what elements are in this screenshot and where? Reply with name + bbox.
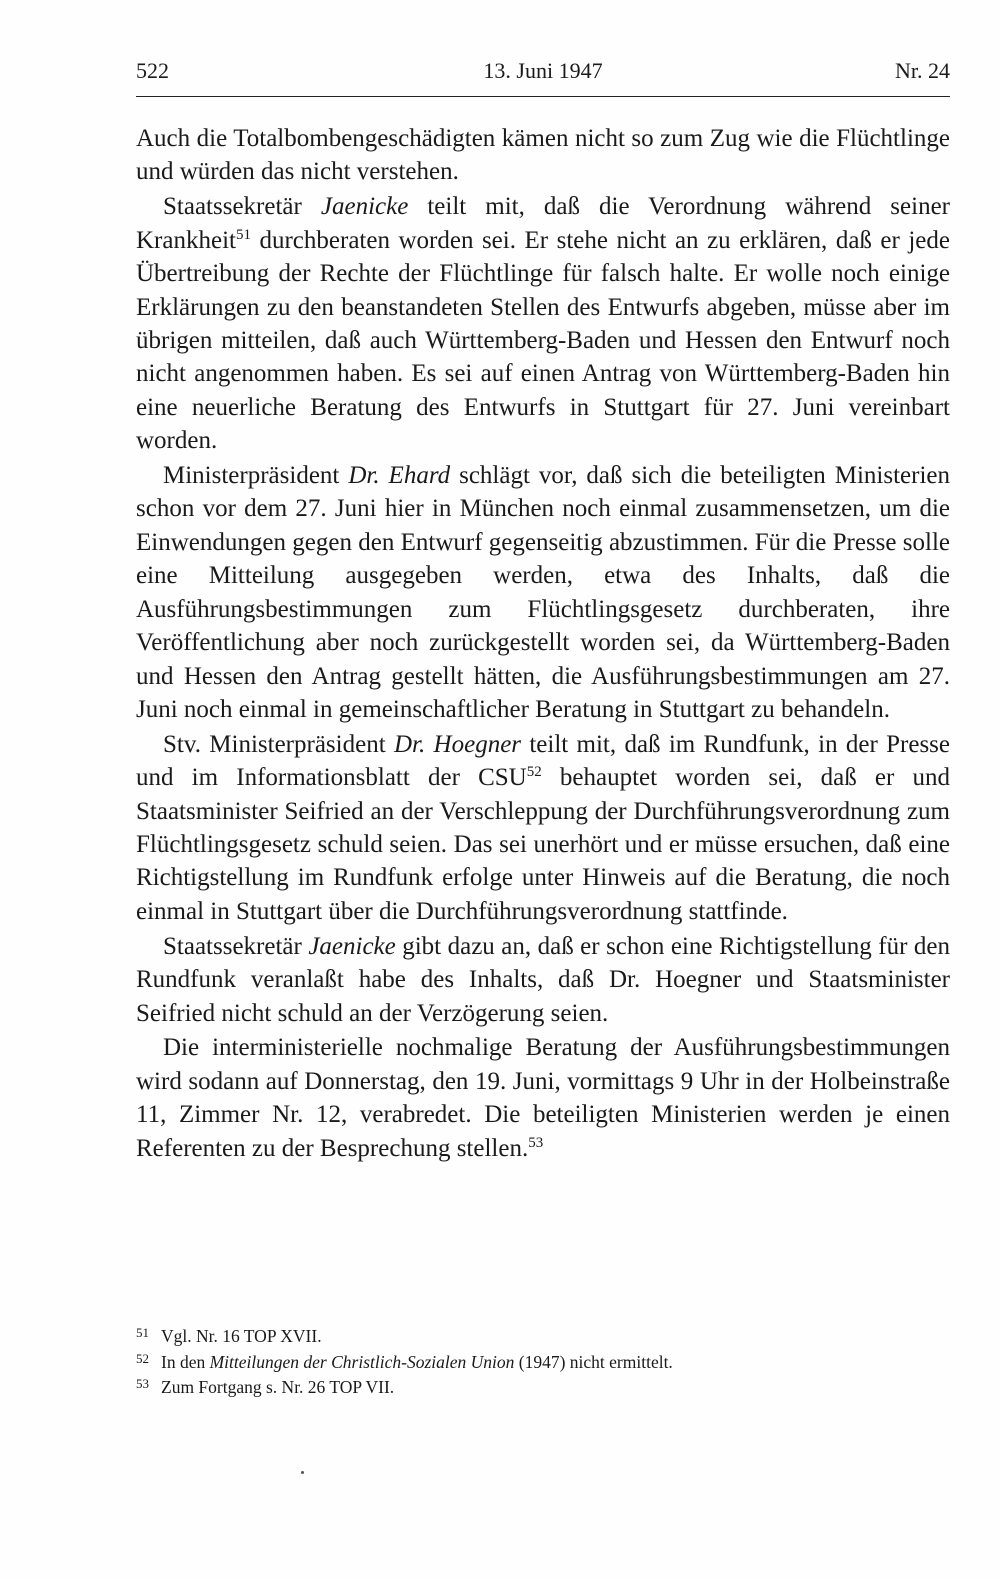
- publication-title: Mitteilungen der Christlich-Sozialen Union: [209, 1351, 515, 1372]
- paragraph-6: [136, 1031, 950, 1165]
- footnote-53: [136, 1375, 950, 1401]
- footnote-text: Zum Fortgang s. Nr. 26 TOP VII.: [161, 1377, 395, 1397]
- paragraph-2: [136, 190, 950, 457]
- paragraph-1-text: Auch die Totalbombengeschädigten kämen nicht so zum Zug wie die Flüchtlinge und würden das nicht verstehen.: [136, 125, 950, 186]
- paragraph-4-text-c: behauptet worden sei, daß er und Staatsminister Seifried an der Verschleppung der Durchführungsverordnung zum Flüchtlingsgesetz schuld seien. Das sei unerhört und er müsse ersuchen, daß eine Richtigstellung im Rundfunk erfolge unter Hinweis auf die Beratung, die noch einmal in Stuttgart über die Durchführungsverordnung stattfinde.: [136, 764, 950, 925]
- footnote-ref-53: 53: [528, 1134, 544, 1151]
- paragraph-2-text-b: teilt mit, daß die Verordnung während seiner Krankheit: [136, 193, 950, 254]
- document-number: Nr. 24: [895, 58, 950, 83]
- footnote-number: 52: [136, 1350, 149, 1366]
- speaker-name: Dr. Ehard: [348, 462, 451, 490]
- paragraph-5-text-a: Staatssekretär: [163, 932, 309, 960]
- paragraph-6-text: Die interministerielle nochmalige Beratung der Ausführungsbestimmungen wird sodann auf Donnerstag, den 19. Juni, vormittags 9 Uhr in der Holbeinstraße 11, Zimmer Nr. 12, verabredet. Die beteiligten Ministerien werden je einen Referenten zu der Besprechung stellen.: [136, 1034, 950, 1162]
- running-header: [136, 58, 950, 94]
- paragraph-3-text-b: schlägt vor, daß sich die beteiligten Ministerien schon vor dem 27. Juni hier in München noch einmal zusammensetzen, um die Einwendungen gegen den Entwurf gegenseitig abzustimmen. Für die Presse solle eine Mitteilung ausgegeben werden, etwa des Inhalts, daß die Ausführungsbestimmungen zum Flüchtlingsgesetz durchberaten, ihre Veröffentlichung aber noch zurückgestellt worden sei, da Württemberg-Baden und Hessen den Antrag gestellt hätten, die Ausführungsbestimmungen am 27. Juni noch einmal in gemeinschaftlicher Beratung in Stuttgart zu behandeln.: [136, 462, 950, 723]
- page-number: 522: [136, 58, 169, 83]
- paragraph-4-text-b: teilt mit, daß im Rundfunk, in der Presse und im Informationsblatt der CSU: [136, 730, 950, 792]
- paragraph-4: [136, 728, 950, 928]
- header-rule: [136, 96, 950, 97]
- paragraph-3: [136, 459, 950, 726]
- paragraph-2-text-c: durchberaten worden sei. Er stehe nicht an zu erklären, daß er jede Übertreibung der Rechte der Flüchtlinge für falsch halte. Er wolle noch einige Erklärungen zu den beanstandeten Stellen des Entwurfs abgeben, müsse aber im übrigen mitteilen, daß auch Württemberg-Baden und Hessen den Entwurf noch nicht angenommen haben. Es sei auf einen Antrag von Württemberg-Baden hin eine neuerliche Beratung des Entwurfs in Stuttgart für 27. Juni vereinbart worden.: [136, 226, 950, 455]
- speaker-name: Jaenicke: [320, 193, 409, 221]
- footnote-number: 53: [136, 1376, 149, 1391]
- footnote-ref-51: 51: [235, 226, 251, 243]
- footnote-text-b: (1947) nicht ermittelt.: [514, 1351, 673, 1372]
- paragraph-1: [136, 122, 950, 189]
- speaker-name: Dr. Hoegner: [393, 730, 522, 758]
- footnote-52: [136, 1350, 950, 1376]
- footnote-number: 51: [136, 1325, 149, 1340]
- speaker-name: Jaenicke: [308, 932, 396, 960]
- footnote-51: [136, 1324, 950, 1350]
- paragraph-5-text-b: gibt dazu an, daß er schon eine Richtigstellung für den Rundfunk veranlaßt habe des Inhalts, daß Dr. Hoegner und Staatsminister Seifried nicht schuld an der Verzögerung seien.: [136, 932, 950, 1027]
- footnote-ref-52: 52: [526, 764, 542, 781]
- header-date: 13. Juni 1947: [483, 58, 603, 83]
- footnotes: [136, 1324, 950, 1401]
- paragraph-2-text-a: Staatssekretär: [163, 193, 321, 221]
- footnote-text: Vgl. Nr. 16 TOP XVII.: [161, 1326, 322, 1346]
- body-text: [136, 122, 950, 1167]
- footnote-text-a: In den: [161, 1351, 210, 1372]
- paragraph-5: [136, 930, 950, 1030]
- paragraph-3-text-a: Ministerpräsident: [163, 462, 349, 490]
- print-speck: [301, 1471, 304, 1474]
- paragraph-4-text-a: Stv. Ministerpräsident: [163, 730, 394, 758]
